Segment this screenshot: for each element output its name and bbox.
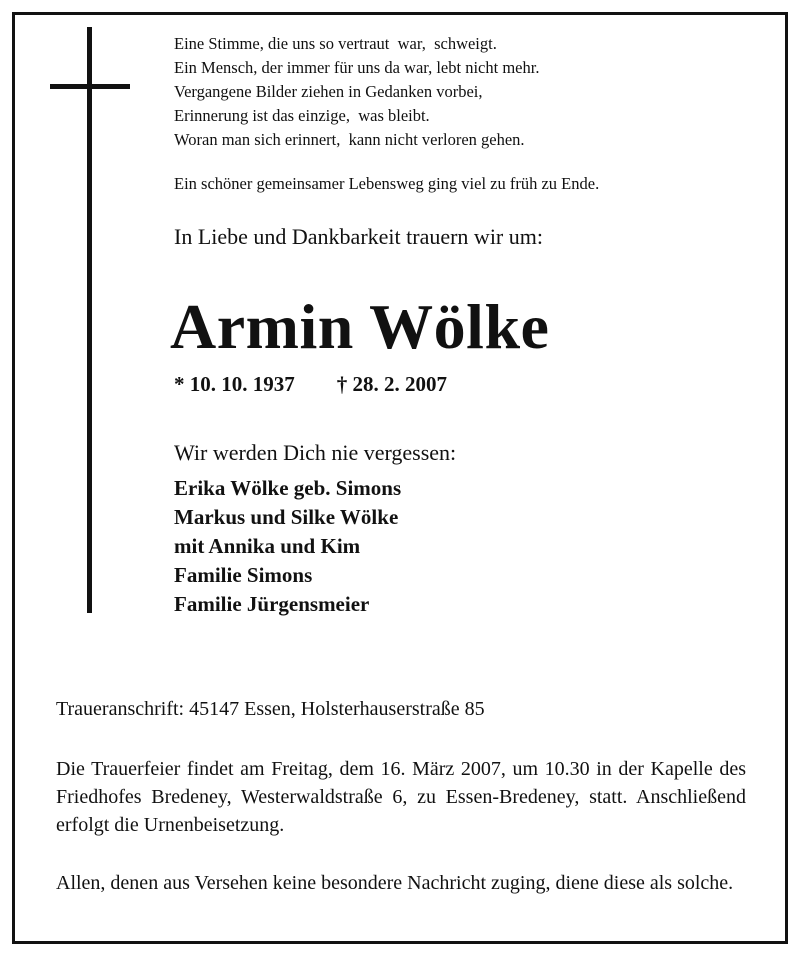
ceremony-info: Die Trauerfeier findet am Freitag, dem 16. März 2007, um 10.30 in der Kapelle des Friedhofes Bredeney, Westerwaldstraße 6, zu Essen-Bredeney, statt. Anschließend erfolgt die Urnenbeisetzung. xyxy=(56,758,746,836)
poem xyxy=(174,32,539,152)
cross-icon-horizontal xyxy=(50,84,130,89)
poem-line: Eine Stimme, die uns so vertraut war, schweigt. xyxy=(174,34,497,53)
life-dates xyxy=(174,372,447,397)
closing-note: Allen, denen aus Versehen keine besondere Nachricht zuging, diene diese als solche. xyxy=(56,872,734,894)
mourner: Markus und Silke Wölke xyxy=(174,505,399,529)
poem-line: Ein Mensch, der immer für uns da war, lebt nicht mehr. xyxy=(174,58,540,77)
cross-icon-vertical xyxy=(87,27,92,613)
mourner: Familie Simons xyxy=(174,563,313,587)
mourner: Familie Jürgensmeier xyxy=(174,592,370,616)
mourning-address: Traueranschrift: 45147 Essen, Holsterhauserstraße 85 xyxy=(56,698,485,720)
mourner: Erika Wölke geb. Simons xyxy=(174,476,402,500)
deceased-name: Armin Wölke xyxy=(170,291,550,362)
poem-line: Vergangene Bilder ziehen in Gedanken vorbei, xyxy=(174,82,483,101)
birth-date: * 10. 10. 1937 xyxy=(174,372,295,396)
death-date: † 28. 2. 2007 xyxy=(336,372,447,396)
mourner: mit Annika und Kim xyxy=(174,534,361,558)
mourners-list xyxy=(174,474,401,619)
poem-line: Woran man sich erinnert, kann nicht verloren gehen. xyxy=(174,130,525,149)
remember-line: Wir werden Dich nie vergessen: xyxy=(174,440,457,465)
poem-line: Erinnerung ist das einzige, was bleibt. xyxy=(174,106,430,125)
intro-line: In Liebe und Dankbarkeit trauern wir um: xyxy=(174,224,543,249)
poem-closing: Ein schöner gemeinsamer Lebensweg ging viel zu früh zu Ende. xyxy=(174,174,600,193)
